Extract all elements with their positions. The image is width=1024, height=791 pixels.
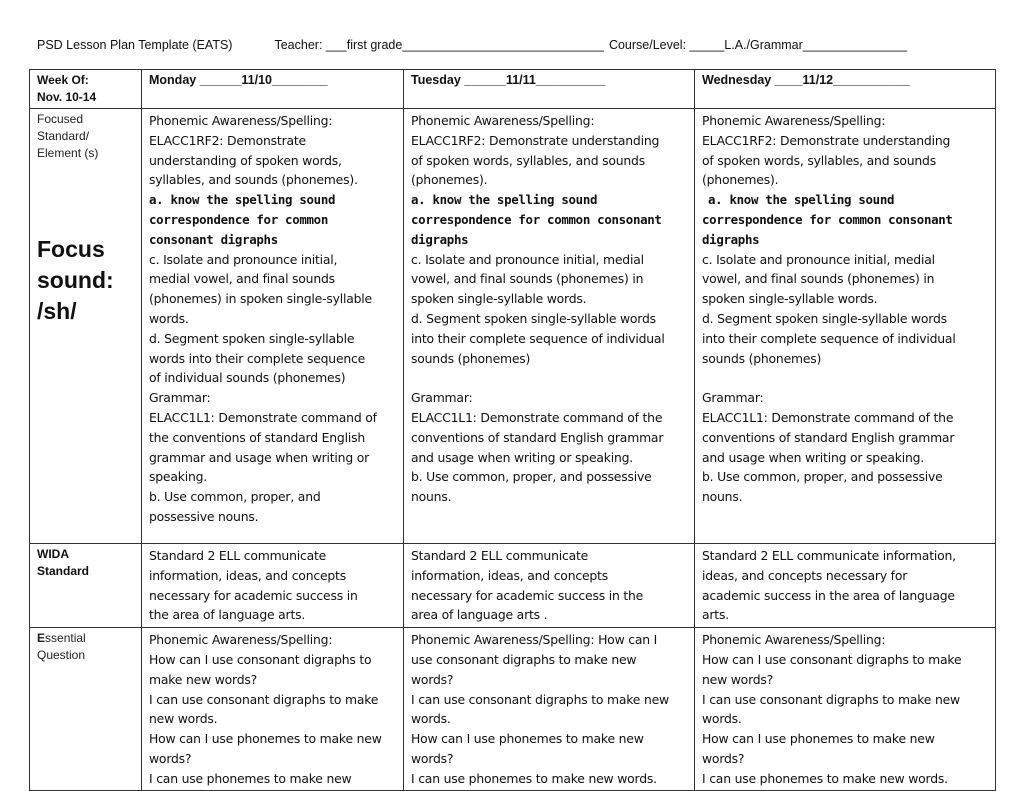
text-line: possessive nouns. — [149, 508, 259, 524]
text-line: (phonemes). — [411, 172, 488, 188]
text-line: new words. — [149, 711, 218, 727]
text-line: grammar and usage when writing or — [149, 449, 370, 465]
text-line: d. Segment spoken single-syllable — [149, 330, 355, 346]
text-line: I can use phonemes to make new — [149, 770, 352, 786]
text-line: spoken single-syllable words. — [702, 291, 878, 307]
text-line: I can use consonant digraphs to make new — [411, 691, 669, 707]
text-line: Grammar: — [149, 390, 211, 406]
teacher-field: Teacher: ___first grade_____________________________ — [274, 38, 604, 52]
text-line: b. Use common, proper, and possessive — [411, 469, 652, 485]
text-line: I can use phonemes to make new words. — [411, 770, 657, 786]
document-header — [37, 38, 907, 52]
text-line-bold: correspondence for common consonant — [411, 211, 662, 227]
text-line: How can I use consonant digraphs to make — [702, 651, 962, 667]
tuesday-wida-text — [411, 546, 688, 625]
text-line: (phonemes) in spoken single-syllable — [149, 291, 372, 307]
text-line: ELACC1RF2: Demonstrate — [149, 132, 306, 148]
week-of-label: Week Of: — [37, 73, 89, 87]
text-line: sounds (phonemes) — [702, 350, 822, 366]
tuesday-essential-text — [411, 630, 688, 788]
focused-standard-label: Focused Standard/ Element (s) — [37, 112, 99, 160]
week-of-cell — [30, 70, 142, 109]
text-line-bold: a. know the spelling sound — [411, 192, 598, 208]
tuesday-date: Tuesday ______11/11__________ — [411, 73, 606, 87]
text-line: ELACC1RF2: Demonstrate understanding — [411, 132, 660, 148]
text-line: ELACC1L1: Demonstrate command of the — [411, 409, 663, 425]
text-line: Standard 2 ELL communicate information, — [702, 548, 956, 563]
essential-question-label — [37, 630, 135, 664]
tuesday-standard-cell — [404, 109, 695, 544]
wednesday-date: Wednesday ____11/12___________ — [702, 73, 910, 87]
template-title: PSD Lesson Plan Template (EATS) — [37, 38, 233, 52]
text-line: words? — [702, 750, 745, 766]
text-line-bold: correspondence for common consonant — [702, 211, 953, 227]
text-line: of individual sounds (phonemes) — [149, 370, 346, 386]
monday-standard-cell — [142, 109, 404, 544]
wida-standard-row — [30, 544, 996, 628]
text-line: and usage when writing or speaking. — [702, 449, 925, 465]
text-line: the conventions of standard English — [149, 429, 365, 445]
text-line: Phonemic Awareness/Spelling: — [702, 632, 886, 648]
text-line: conventions of standard English grammar — [702, 429, 955, 445]
text-line: sounds (phonemes) — [411, 350, 531, 366]
lesson-plan-table — [29, 69, 996, 791]
text-line: How can I use consonant digraphs to — [149, 651, 372, 667]
text-line: Phonemic Awareness/Spelling: How can I — [411, 632, 658, 648]
text-line: words? — [411, 750, 454, 766]
course-level-field: Course/Level: _____L.A./Grammar_______________ — [608, 38, 908, 52]
monday-essential-text — [149, 630, 397, 788]
text-line: ELACC1L1: Demonstrate command of the — [702, 409, 954, 425]
text-line: I can use consonant digraphs to make new — [702, 691, 960, 707]
focus-sound-line: Focus — [37, 236, 105, 262]
text-line: Phonemic Awareness/Spelling: — [411, 113, 595, 128]
tuesday-standard-text — [411, 111, 688, 507]
text-line: medial vowel, and final sounds — [149, 271, 335, 287]
text-line: I can use phonemes to make new words. — [702, 770, 948, 786]
focus-sound-line: sound: — [37, 267, 114, 293]
monday-header — [142, 70, 404, 109]
wednesday-essential-cell — [695, 628, 996, 791]
focus-sound-value: /sh/ — [37, 298, 77, 324]
text-line: spoken single-syllable words. — [411, 291, 587, 307]
blank-line — [702, 368, 989, 388]
text-line: into their complete sequence of individual — [702, 330, 956, 346]
essential-question-row — [30, 628, 996, 791]
text-line: b. Use common, proper, and possessive — [702, 469, 943, 485]
text-line: words. — [149, 310, 189, 326]
text-line: vowel, and final sounds (phonemes) in — [411, 271, 644, 287]
monday-essential-cell — [142, 628, 404, 791]
wida-label-standard: Standard — [37, 564, 90, 578]
text-line: area of language arts . — [411, 607, 548, 623]
wednesday-wida-text — [702, 546, 989, 625]
text-line: academic success in the area of language — [702, 587, 955, 603]
week-of-value: Nov. 10-14 — [37, 90, 97, 104]
monday-wida-text — [149, 546, 397, 625]
essential-label-initial: E — [37, 631, 46, 646]
essential-label-rest: ssential Question — [37, 631, 86, 663]
text-line: Phonemic Awareness/Spelling: — [149, 113, 333, 128]
blank-line — [411, 368, 688, 388]
text-line: understanding of spoken words, — [149, 152, 342, 168]
text-line: of spoken words, syllables, and sounds — [702, 152, 936, 168]
text-line: c. Isolate and pronounce initial, medial — [702, 251, 935, 267]
essential-label-cell — [30, 628, 142, 791]
text-line: Phonemic Awareness/Spelling: — [149, 632, 333, 648]
wida-label-cell — [30, 544, 142, 628]
text-line: Phonemic Awareness/Spelling: — [702, 113, 886, 128]
text-line: c. Isolate and pronounce initial, medial — [411, 251, 644, 267]
text-line: words? — [411, 671, 454, 687]
text-line: nouns. — [411, 489, 452, 505]
text-line: Standard 2 ELL communicate — [149, 548, 327, 563]
text-line-bold: digraphs — [411, 231, 469, 247]
text-line: c. Isolate and pronounce initial, — [149, 251, 338, 267]
text-line: information, ideas, and concepts — [149, 567, 346, 583]
text-line: d. Segment spoken single-syllable words — [411, 310, 656, 326]
text-line: conventions of standard English grammar — [411, 429, 664, 445]
focused-standard-row — [30, 109, 996, 544]
text-line: arts. — [702, 607, 729, 623]
wednesday-standard-text — [702, 111, 989, 507]
text-line: Standard 2 ELL communicate — [411, 548, 589, 563]
focus-sound — [37, 234, 135, 327]
table-header-row — [30, 70, 996, 109]
text-line: words. — [702, 711, 742, 727]
text-line: and usage when writing or speaking. — [411, 449, 634, 465]
text-line: ideas, and concepts necessary for — [702, 567, 908, 583]
text-line-bold: digraphs — [702, 231, 760, 247]
text-line: the area of language arts. — [149, 607, 306, 623]
tuesday-wida-cell — [404, 544, 695, 628]
monday-date: Monday ______11/10________ — [149, 73, 328, 87]
tuesday-essential-cell — [404, 628, 695, 791]
text-line: new words? — [702, 671, 774, 687]
text-line: words? — [149, 750, 192, 766]
text-line: How can I use phonemes to make new — [702, 731, 935, 747]
text-line: words. — [411, 711, 451, 727]
text-line: necessary for academic success in — [149, 587, 358, 603]
text-line: b. Use common, proper, and — [149, 489, 321, 505]
wednesday-wida-cell — [695, 544, 996, 628]
text-line-bold: correspondence for common — [149, 211, 328, 227]
text-line-bold: a. know the spelling sound — [708, 192, 895, 208]
text-line: I can use consonant digraphs to make — [149, 691, 379, 707]
text-line: speaking. — [149, 469, 208, 485]
text-line: vowel, and final sounds (phonemes) in — [702, 271, 935, 287]
text-line-bold: consonant digraphs — [149, 231, 278, 247]
text-line: syllables, and sounds (phonemes). — [149, 172, 358, 188]
text-line-bold: a. know the spelling sound — [149, 192, 336, 208]
wednesday-essential-text — [702, 630, 989, 788]
monday-standard-text — [149, 111, 397, 527]
text-line: (phonemes). — [702, 172, 779, 188]
text-line: Grammar: — [702, 390, 764, 406]
text-line: How can I use phonemes to make new — [149, 731, 382, 747]
wednesday-standard-cell — [695, 109, 996, 544]
text-line: into their complete sequence of individual — [411, 330, 665, 346]
monday-wida-cell — [142, 544, 404, 628]
text-line: ELACC1RF2: Demonstrate understanding — [702, 132, 951, 148]
text-line: make new words? — [149, 671, 257, 687]
text-line: ELACC1L1: Demonstrate command of — [149, 409, 377, 425]
text-line: d. Segment spoken single-syllable words — [702, 310, 947, 326]
text-line: words into their complete sequence — [149, 350, 366, 366]
text-line: of spoken words, syllables, and sounds — [411, 152, 645, 168]
tuesday-header — [404, 70, 695, 109]
focused-standard-label-cell — [30, 109, 142, 544]
text-line: information, ideas, and concepts — [411, 567, 608, 583]
text-line: Grammar: — [411, 390, 473, 406]
wednesday-header — [695, 70, 996, 109]
text-line: How can I use phonemes to make new — [411, 731, 644, 747]
text-line: necessary for academic success in the — [411, 587, 644, 603]
wida-label: WIDA — [37, 547, 69, 561]
text-line: use consonant digraphs to make new — [411, 651, 637, 667]
text-line: nouns. — [702, 489, 743, 505]
